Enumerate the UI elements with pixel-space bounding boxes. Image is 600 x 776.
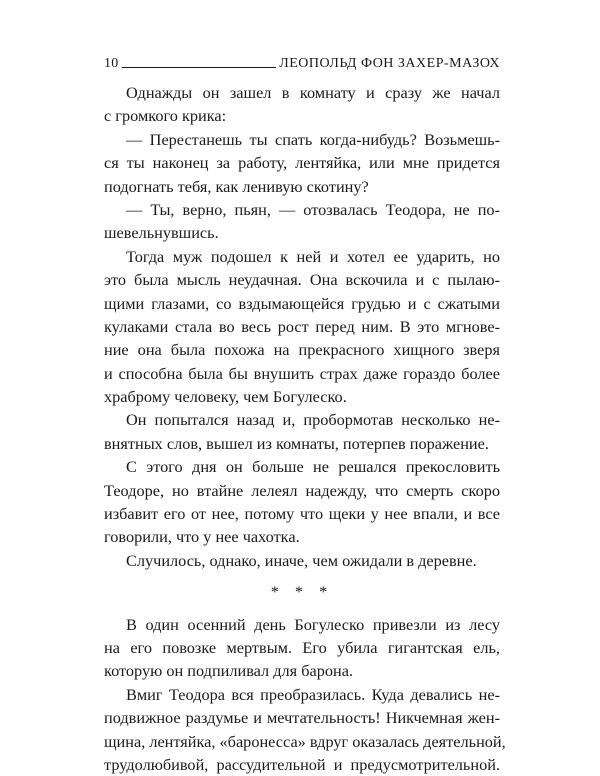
text-line: и способна была бы внушить страх даже гораздо более xyxy=(104,363,500,383)
text-line: которую он подпиливал для барона. xyxy=(104,661,354,681)
paragraph xyxy=(104,455,500,549)
paragraph xyxy=(104,81,500,128)
text-line: Теодоре, но втайне лелеял надежду, что смерть скоро xyxy=(104,480,500,500)
text-line: Однажды он зашел в комнату и сразу же начал xyxy=(126,83,500,102)
running-title: ЛЕОПОЛЬД ФОН ЗАХЕР-МАЗОХ xyxy=(279,56,500,71)
text-line: подвижное раздумье и мечтательность! Никчемная жен- xyxy=(104,708,500,728)
paragraph xyxy=(104,549,500,572)
text-line: говорили, что у нее чахотка. xyxy=(104,527,300,547)
paragraph xyxy=(104,245,500,409)
section-separator: * * * xyxy=(270,582,334,602)
paragraph xyxy=(104,683,506,776)
text-line: В один осенний день Богулеско привезли из лесу xyxy=(126,614,500,634)
text-line: с громкого крика: xyxy=(104,106,227,126)
text-line: избавит его от нее, потому что щеки у нее впали, и все xyxy=(104,504,500,524)
text-line: — Ты, верно, пьян, — отозвалась Теодора, не по- xyxy=(126,199,500,219)
paragraph xyxy=(104,198,500,245)
header-rule xyxy=(122,67,277,68)
text-line: храброму человеку, чем Богулеско. xyxy=(104,387,347,407)
running-header xyxy=(104,50,500,72)
text-line: ся ты наконец за работу, лентяйка, или мне придется xyxy=(104,153,500,173)
text-line: подогнать тебя, как ленивую скотину? xyxy=(104,176,369,196)
page-number: 10 xyxy=(104,56,119,71)
paragraph xyxy=(104,408,500,455)
text-line: трудолюбивой, рассудительной и предусмотрительной. xyxy=(104,754,500,774)
paragraph xyxy=(104,128,500,198)
text-line: кулаками стала во весь рост перед ним. В это мгнове- xyxy=(104,316,500,336)
text-line: С этого дня он больше не решался прекословить xyxy=(126,457,500,477)
text-line: Вмиг Теодора вся преобразилась. Куда девались не- xyxy=(126,684,500,704)
text-line: щими глазами, со вздымающейся грудью и с сжатыми xyxy=(104,293,500,313)
text-line: на его повозке мертвым. Его убила гигантская ель, xyxy=(104,637,500,657)
page-body xyxy=(104,81,506,776)
text-line: внятных слов, вышел из комнаты, потерпев поражение. xyxy=(104,433,489,453)
text-line: Он попытался назад и, пробормотав несколько не- xyxy=(126,410,500,430)
text-line: ние она была похожа на прекрасного хищного зверя xyxy=(104,340,500,360)
text-line: щина, лентяйка, «баронесса» вдруг оказалась деятельной, xyxy=(104,731,506,751)
text-line: шевельнувшись. xyxy=(104,223,219,243)
text-line: Тогда муж подошел к ней и хотел ее ударить, но xyxy=(126,246,500,266)
paragraph xyxy=(104,613,500,683)
text-line: это была мысль неудачная. Она вскочила и с пылаю- xyxy=(104,270,500,290)
text-line: Случилось, однако, иначе, чем ожидали в деревне. xyxy=(126,550,477,570)
text-line: — Перестанешь ты спать когда-нибудь? Возьмешь- xyxy=(126,129,500,149)
